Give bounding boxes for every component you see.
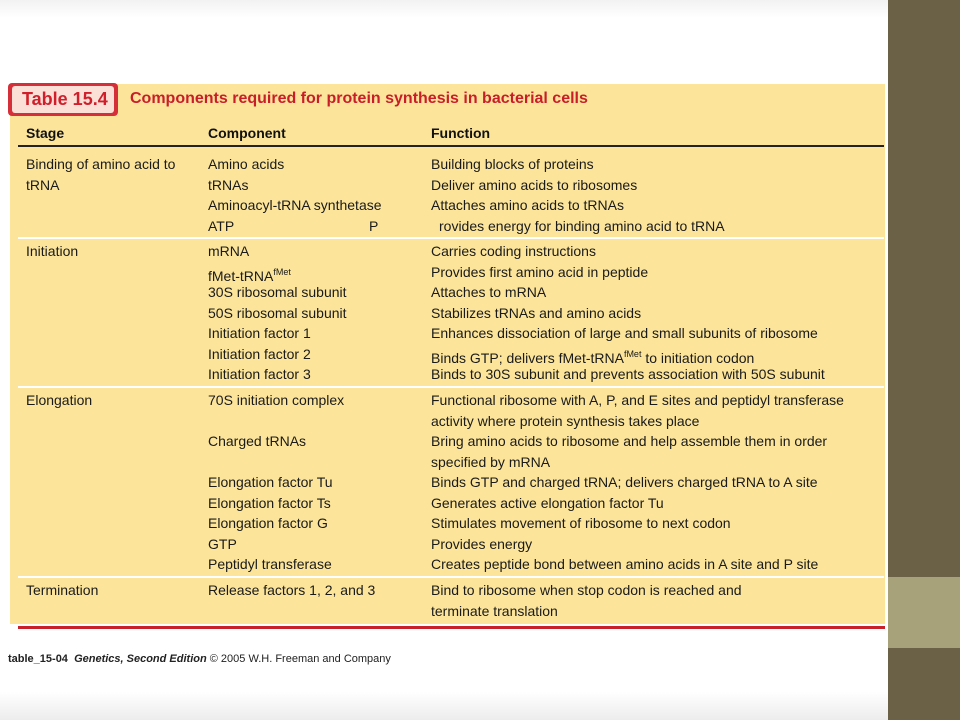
header-stage: Stage [26,125,65,141]
header-rule [18,145,884,147]
component-cell [208,262,291,282]
function-cell: Generates active elongation factor Tu [431,494,664,511]
function-cell: specified by mRNA [431,453,551,470]
component-cell: 70S initiation complex [208,392,345,408]
component-cell: GTP [208,535,237,552]
function-cell: Creates peptide bond between amino acids in A site and P site [431,556,819,572]
function-cell: Provides energy [431,535,533,552]
function-cell: Binds GTP and charged tRNA; delivers charged tRNA to A site [431,474,818,490]
component-cell: Aminoacyl-tRNA synthetase [208,197,382,213]
component-cell: Initiation factor 3 [208,366,311,382]
function-cell: Stabilizes tRNAs and amino acids [431,304,642,321]
table-title: Components required for protein synthesis in bacterial cells [130,90,588,107]
function-cell: Bring amino acids to ribosome and help assemble them in order [431,433,828,449]
stage-termination: Termination [26,582,99,598]
superscript: fMet [623,348,642,359]
function-text: to initiation codon [641,349,755,366]
sidebar-accent-block [888,577,960,648]
function-text: Binds GTP; delivers fMet-tRNA [431,349,624,366]
function-cell: Provides first amino acid in peptide [431,263,649,280]
copyright: © 2005 W.H. Freeman and Company [209,653,391,665]
function-cell: terminate translation [431,602,558,619]
function-cell: activity where protein synthesis takes place [431,412,700,429]
component-cell: ATP [208,217,235,234]
table-number-badge [8,83,118,116]
component-cell: tRNAs [208,176,249,193]
function-cell: Bind to ribosome when stop codon is reached and [431,582,742,598]
component-cell: 30S ribosomal subunit [208,284,347,300]
component-cell: Release factors 1, 2, and 3 [208,582,376,598]
figure-credit [8,653,391,665]
superscript: fMet [273,266,291,277]
section-divider [18,237,884,239]
component-cell: Peptidyl transferase [208,556,332,572]
header-component: Component [208,125,286,141]
function-cell: Building blocks of proteins [431,156,594,172]
component-cell: Amino acids [208,156,285,172]
stage-initiation: Initiation [26,243,79,259]
function-cell: Enhances dissociation of large and small subunits of ribosome [431,325,818,341]
function-cell: Attaches to mRNA [431,284,547,300]
component-cell: 50S ribosomal subunit [208,304,347,321]
stage-binding: Binding of amino acid to tRNA [26,156,176,193]
atp-fragment: P [369,217,379,234]
function-cell: Attaches amino acids to tRNAs [431,197,624,213]
component-cell: Elongation factor G [208,515,328,531]
component-cell: mRNA [208,243,250,259]
function-cell: Functional ribosome with A, P, and E sites and peptidyl transferase [431,392,844,408]
section-divider [18,576,884,578]
book-title: Genetics, Second Edition [74,653,207,665]
function-cell: Stimulates movement of ribosome to next codon [431,515,731,531]
component-cell: Initiation factor 2 [208,345,311,362]
function-cell: Binds to 30S subunit and prevents association with 50S subunit [431,366,825,382]
table-bottom-rule [18,626,885,629]
function-cell: Carries coding instructions [431,243,596,259]
component-cell: Initiation factor 1 [208,325,311,341]
component-cell: Elongation factor Tu [208,474,333,490]
component-cell: Charged tRNAs [208,433,307,449]
component-text: fMet-tRNA [208,267,274,284]
table-number: Table 15.4 [12,86,114,113]
section-divider [18,386,884,388]
stage-elongation: Elongation [26,392,93,408]
function-cell: Deliver amino acids to ribosomes [431,176,638,193]
component-cell: Elongation factor Ts [208,494,331,511]
header-function: Function [431,125,491,141]
figure-code: table_15-04 [8,653,68,665]
function-cell: rovides energy for binding amino acid to tRNA [439,217,725,234]
function-cell [431,344,754,364]
